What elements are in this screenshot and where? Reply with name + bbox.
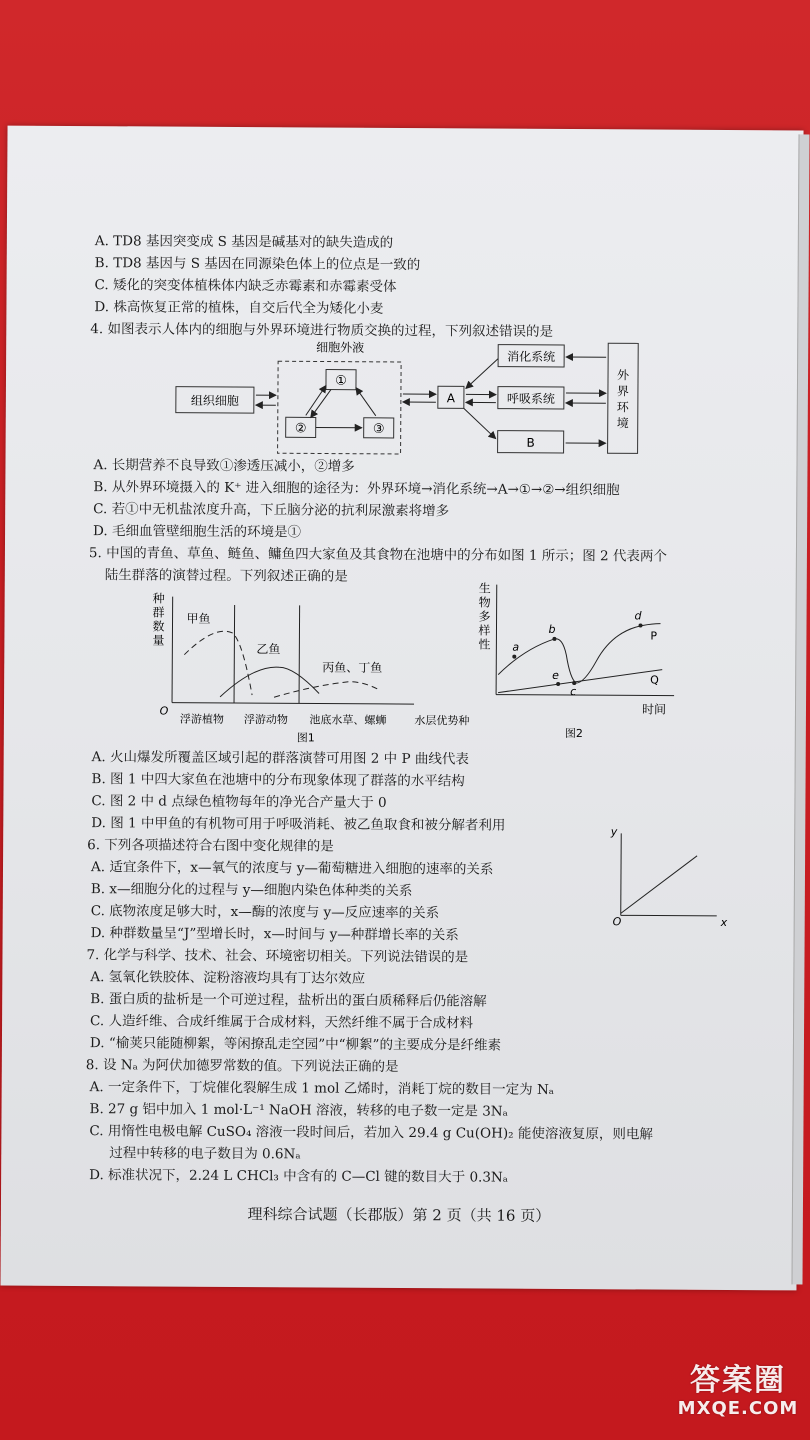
q4-option-a: A. 长期营养不良导致①渗透压减小，②增多 bbox=[93, 457, 355, 475]
fig2-xlabel: 时间 bbox=[641, 702, 667, 717]
fig2-ylabel-3: 多 bbox=[478, 609, 491, 624]
q3-option-c: C. 矮化的突变体植株体内缺乏赤霉素和赤霉素受体 bbox=[94, 277, 397, 295]
q7-stem: 7. 化学与科学、技术、社会、环境密切相关。下列说法错误的是 bbox=[86, 947, 469, 966]
q6-option-d: D. 种群数量呈“J”型增长时，x—时间与 y—种群增长率的关系 bbox=[90, 925, 459, 944]
fig2-caption: 图2 bbox=[564, 726, 583, 741]
fig1-origin: O bbox=[159, 704, 169, 718]
fig2-ylabel-1: 生 bbox=[478, 581, 491, 596]
q3-option-b: B. TD8 基因与 S 基因在同源染色体上的位点是一致的 bbox=[94, 255, 421, 274]
fig2-point-b bbox=[552, 637, 556, 641]
q4-node-1: ① bbox=[335, 373, 347, 389]
q5-option-a: A. 火山爆发所覆盖区域引起的群落演替可用图 2 中 P 曲线代表 bbox=[91, 749, 469, 768]
q6-option-b: B. x—细胞分化的过程与 y—细胞内染色体种类的关系 bbox=[90, 881, 413, 900]
fig2-label-a: a bbox=[512, 640, 520, 654]
fig1-ylabel-2: 群 bbox=[152, 605, 165, 620]
q4-external-char-1: 外 bbox=[616, 368, 630, 383]
q5-option-b: B. 图 1 中四大家鱼在池塘中的分布现象体现了群落的水平结构 bbox=[91, 771, 465, 790]
q5-stem-line-2: 陆生群落的演替过程。下列叙述正确的是 bbox=[104, 567, 348, 585]
fig2-label-b: b bbox=[548, 622, 556, 636]
q8-option-c: C. 用惰性电极电解 CuSO₄ 溶液一段时间后，若加入 29.4 g Cu(OH)₂ 能使溶液复原，则电解 bbox=[89, 1123, 653, 1143]
q4-digestive-label: 消化系统 bbox=[507, 349, 556, 364]
fig1-curve-jia bbox=[184, 631, 252, 695]
q4-external-char-3: 环 bbox=[616, 400, 629, 415]
q4-node-3: ③ bbox=[372, 421, 385, 437]
fig2-label-e: e bbox=[552, 668, 560, 682]
q6-stem: 6. 下列各项描述符合右图中变化规律的是 bbox=[87, 837, 334, 855]
q6-graph-x: x bbox=[720, 915, 728, 929]
fig2-ylabel-4: 样 bbox=[478, 623, 491, 638]
fig2-label-p: P bbox=[650, 629, 658, 643]
fig1-curve-bingding bbox=[274, 681, 379, 698]
q4-external-char-4: 境 bbox=[616, 416, 629, 431]
fig1-curve-yi bbox=[220, 667, 319, 698]
q4-node-2: ② bbox=[294, 421, 307, 437]
q4-option-d: D. 毛细血管壁细胞生活的环境是① bbox=[93, 523, 302, 541]
fig1-series-bingding: 丙鱼、丁鱼 bbox=[322, 660, 383, 675]
q8-option-d: D. 标准状况下，2.24 L CHCl₃ 中含有的 C—Cl 键的数目大于 0.3Nₐ bbox=[89, 1167, 509, 1186]
q4-tissue-label: 组织细胞 bbox=[190, 393, 239, 408]
q6-option-c: C. 底物浓度足够大时，x—酶的浓度与 y—反应速率的关系 bbox=[90, 903, 440, 922]
q4-external-char-2: 界 bbox=[616, 384, 629, 399]
fig1-series-jia: 甲鱼 bbox=[186, 611, 211, 626]
fig2-point-e bbox=[556, 682, 560, 686]
q4-diagram bbox=[166, 339, 647, 460]
fig1-xcat-2: 浮游动物 bbox=[243, 713, 288, 727]
q6-line bbox=[621, 855, 697, 913]
q4-extracellular-title: 细胞外液 bbox=[316, 340, 365, 355]
fig2-curve-q bbox=[498, 669, 662, 694]
q5-option-d: D. 图 1 中甲鱼的有机物可用于呼吸消耗、被乙鱼取食和被分解者利用 bbox=[91, 815, 506, 834]
watermark-top: 答案圈 bbox=[690, 1363, 786, 1398]
q6-graph-y: y bbox=[610, 825, 618, 839]
fig1-caption: 图1 bbox=[296, 731, 315, 745]
fig2-curve-p bbox=[498, 623, 660, 684]
fig1-xcat-1: 浮游植物 bbox=[179, 712, 224, 726]
q4-node-b: B bbox=[526, 435, 535, 450]
q7-option-a: A. 氢氧化铁胶体、淀粉溶液均具有丁达尔效应 bbox=[90, 969, 366, 987]
fig1-ylabel-3: 数 bbox=[152, 619, 165, 634]
fig1-series-yi: 乙鱼 bbox=[256, 642, 281, 657]
q4-option-c: C. 若①中无机盐浓度升高，下丘脑分泌的抗利尿激素将增多 bbox=[93, 501, 450, 520]
exam-paper bbox=[0, 126, 803, 1291]
fig1-ylabel-1: 种 bbox=[152, 591, 165, 606]
q5-option-c: C. 图 2 中 d 点绿色植物每年的净光合产量大于 0 bbox=[91, 793, 387, 811]
fig1-xcat-3: 池底水草、螺蛳 bbox=[309, 713, 387, 727]
q4-respiratory-label: 呼吸系统 bbox=[506, 391, 555, 406]
q8-option-b: B. 27 g 铝中加入 1 mol·L⁻¹ NaOH 溶液，转移的电子数一定是 3Nₐ bbox=[89, 1101, 508, 1120]
q6-graph-origin: O bbox=[612, 915, 622, 929]
q3-option-a: A. TD8 基因突变成 S 基因是碱基对的缺失造成的 bbox=[94, 233, 394, 251]
fig2-label-c: c bbox=[570, 685, 577, 699]
q7-option-d: D. “榆荚只能随柳絮，等闲撩乱走空园”中“柳絮”的主要成分是纤维素 bbox=[89, 1035, 502, 1054]
fig1-xcat-4: 水层优势种 bbox=[414, 714, 470, 728]
fig2-label-d: d bbox=[634, 609, 642, 623]
paper-edge bbox=[791, 134, 809, 1284]
q6-graph bbox=[605, 825, 736, 936]
q6-option-a: A. 适宜条件下，x—氧气的浓度与 y—葡萄糖进入细胞的速率的关系 bbox=[90, 859, 494, 878]
q8-stem: 8. 设 Nₐ 为阿伏加德罗常数的值。下列说法正确的是 bbox=[85, 1057, 399, 1075]
q7-option-b: B. 蛋白质的盐析是一个可逆过程，盐析出的蛋白质稀释后仍能溶解 bbox=[90, 991, 487, 1010]
fig2-ylabel-5: 性 bbox=[478, 637, 491, 652]
q5-stem-line-1: 5. 中国的青鱼、草鱼、鲢鱼、鳙鱼四大家鱼及其食物在池塘中的分布如图 1 所示；图 2 代表两个 bbox=[88, 545, 667, 565]
fig2-point-d bbox=[638, 623, 642, 627]
fig2-point-a bbox=[512, 655, 516, 659]
watermark-bottom: MXQE.COM bbox=[677, 1398, 799, 1419]
watermark-logo bbox=[674, 1364, 802, 1428]
q7-option-c: C. 人造纤维、合成纤维属于合成材料，天然纤维不属于合成材料 bbox=[90, 1013, 474, 1032]
fig1-ylabel-4: 量 bbox=[152, 633, 165, 648]
fig2-label-q: Q bbox=[650, 673, 659, 687]
q4-option-b: B. 从外界环境摄入的 K⁺ 进入细胞的途径为：外界环境→消化系统→A→①→②→组织细胞 bbox=[93, 479, 620, 499]
q4-stem: 4. 如图表示人体内的细胞与外界环境进行物质交换的过程，下列叙述错误的是 bbox=[90, 321, 554, 340]
q5-figure-2 bbox=[474, 578, 685, 751]
q8-option-a: A. 一定条件下，丁烷催化裂解生成 1 mol 乙烯时，消耗丁烷的数目一定为 Nₐ bbox=[89, 1079, 555, 1098]
q3-option-d: D. 株高恢复正常的植株，自交后代全为矮化小麦 bbox=[94, 299, 384, 317]
q4-node-a: A bbox=[446, 391, 456, 406]
q5-figure-1 bbox=[144, 584, 485, 746]
page-footer: 理科综合试题（长郡版）第 2 页（共 16 页） bbox=[247, 1205, 551, 1225]
q8-option-c-cont: 过程中转移的电子数目为 0.6Nₐ bbox=[109, 1145, 301, 1163]
fig2-ylabel-2: 物 bbox=[478, 595, 491, 610]
